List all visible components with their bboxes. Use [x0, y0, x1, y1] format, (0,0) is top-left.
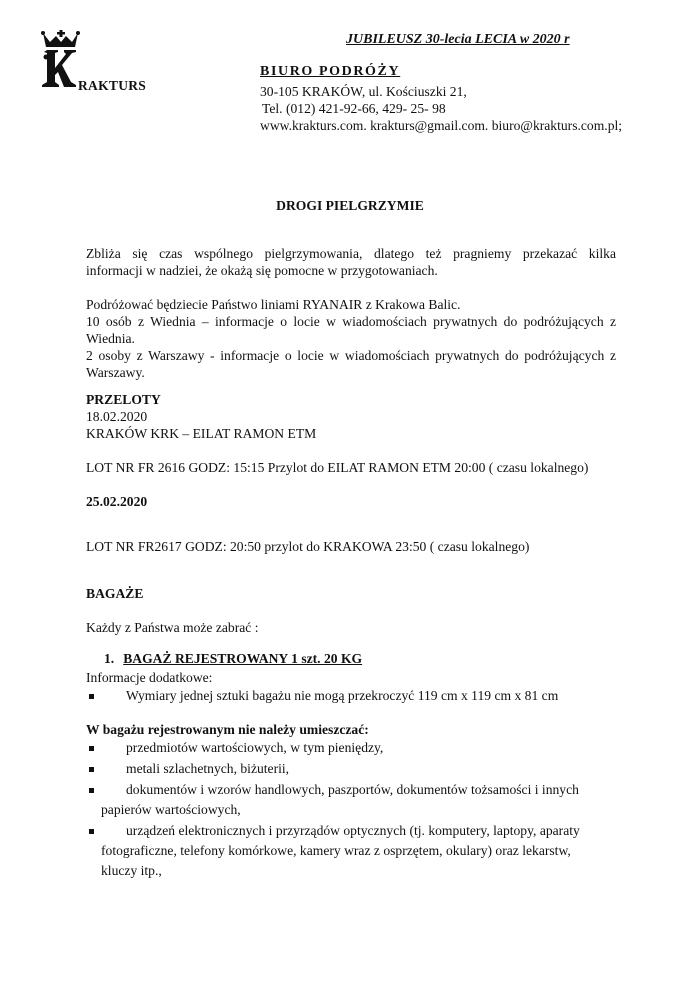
- intro-line-1: Zbliża się czas wspólnego pielgrzymowania, dlatego też pragniemy przekazać kilka: [86, 246, 616, 261]
- web-email-line: www.krakturs.com. krakturs@gmail.com. biuro@krakturs.com.pl;: [260, 118, 623, 133]
- checked-baggage-item: [104, 650, 362, 667]
- vienna-line-1: 10 osób z Wiednia – informacje o locie w wiadomościach prywatnych do podróżujących z: [86, 314, 616, 329]
- phone-line: Tel. (012) 421-92-66, 429- 25- 98: [262, 101, 446, 116]
- prohibited-item: urządzeń elektronicznych i przyrządów optycznych (tj. komputery, laptopy, aparaty: [126, 823, 580, 838]
- bullet-icon: [89, 694, 94, 699]
- outbound-flight: LOT NR FR 2616 GODZ: 15:15 Przylot do EILAT RAMON ETM 20:00 ( czasu lokalnego): [86, 460, 589, 475]
- return-date: 25.02.2020: [86, 494, 148, 509]
- prohibited-item: dokumentów i wzorów handlowych, paszportów, dokumentów tożsamości i innych: [126, 782, 579, 797]
- prohibited-item-continued: papierów wartościowych,: [101, 802, 241, 817]
- airline-line: Podróżować będziecie Państwo liniami RYANAIR z Krakowa Balic.: [86, 297, 461, 312]
- prohibited-heading: W bagażu rejestrowanym nie należy umieszczać:: [86, 722, 369, 737]
- jubilee-heading: JUBILEUSZ 30-lecia LECIA w 2020 r: [346, 32, 570, 47]
- outbound-date: 18.02.2020: [86, 409, 148, 424]
- letter-title: DROGI PIELGRZYMIE: [276, 198, 424, 213]
- prohibited-item-continued: fotograficzne, telefony komórkowe, kamery wraz z osprzętem, okulary) oraz lekarstw,: [101, 843, 571, 858]
- bullet-icon: [89, 746, 94, 751]
- logo-wordmark: RAKTURS: [78, 78, 147, 93]
- bullet-icon: [89, 829, 94, 834]
- bullet-icon: [89, 788, 94, 793]
- baggage-heading: BAGAŻE: [86, 586, 144, 601]
- baggage-intro: Każdy z Państwa może zabrać :: [86, 620, 259, 635]
- route: KRAKÓW KRK – EILAT RAMON ETM: [86, 426, 317, 441]
- intro-line-2: informacji w nadziei, że okażą się pomocne w przygotowaniach.: [86, 263, 438, 278]
- item-title: BAGAŻ REJESTROWANY 1 szt. 20 KG: [123, 651, 363, 666]
- return-flight: LOT NR FR2617 GODZ: 20:50 przylot do KRAKOWA 23:50 ( czasu lokalnego): [86, 539, 530, 554]
- dimensions-text: Wymiary jednej sztuki bagażu nie mogą przekroczyć 119 cm x 119 cm x 81 cm: [126, 688, 559, 703]
- bullet-icon: [89, 767, 94, 772]
- vienna-line-2: Wiednia.: [86, 331, 135, 346]
- prohibited-item: przedmiotów wartościowych, w tym pieniędzy,: [126, 740, 384, 755]
- warsaw-line-2: Warszawy.: [86, 365, 145, 380]
- address-line: 30-105 KRAKÓW, ul. Kościuszki 21,: [260, 84, 467, 99]
- flights-heading: PRZELOTY: [86, 392, 161, 407]
- prohibited-item: metali szlachetnych, biżuterii,: [126, 761, 290, 776]
- office-title: BIURO PODRÓŻY: [260, 64, 401, 79]
- extra-info-label: Informacje dodatkowe:: [86, 670, 213, 685]
- warsaw-line-1: 2 osoby z Warszawy - informacje o locie w wiadomościach prywatnych do podróżujących z: [86, 348, 616, 363]
- prohibited-item-continued: kluczy itp.,: [101, 863, 162, 878]
- item-number: 1.: [104, 651, 115, 666]
